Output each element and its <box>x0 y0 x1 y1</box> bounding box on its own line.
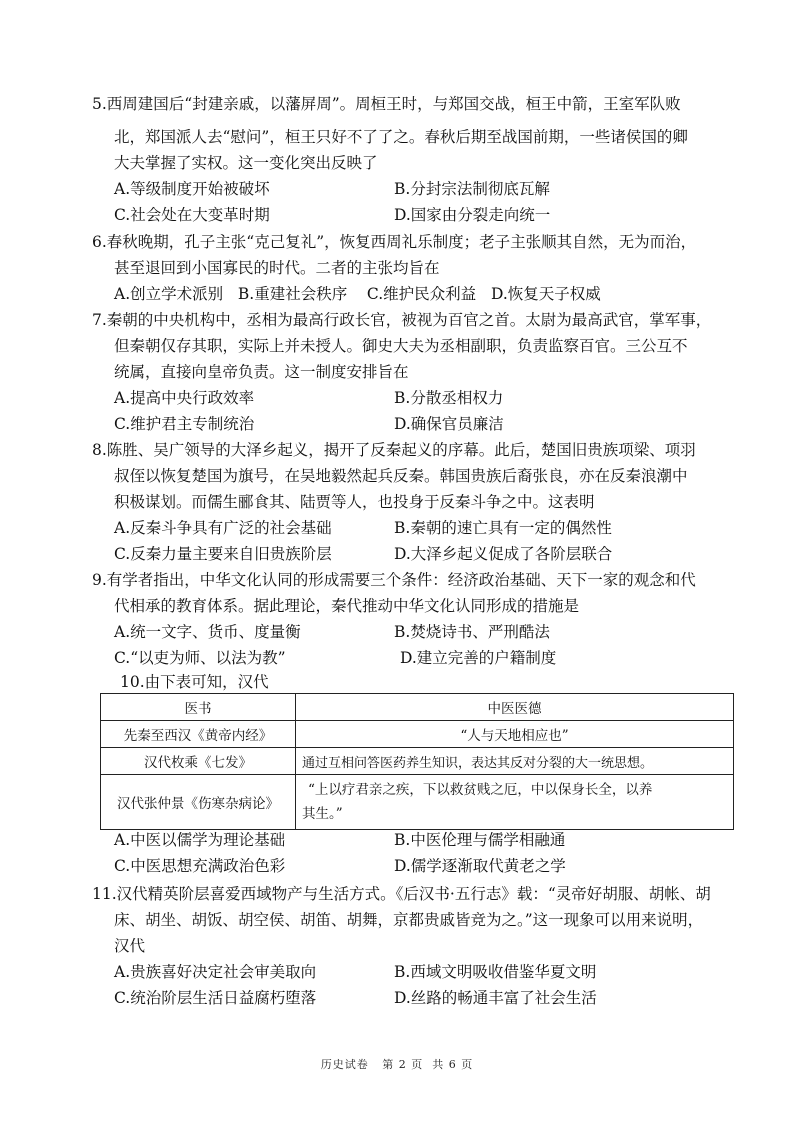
q8-stem-line-3: 积极谋划。而儒生郦食其、陆贾等人，也投身于反秦斗争之中。这表明 <box>114 493 595 511</box>
q11-option-c: C.统治阶层生活日益腐朽堕落 <box>114 989 317 1007</box>
q8-stem-line-2: 叔侄以恢复楚国为旗号，在吴地毅然起兵反秦。韩国贵族后裔张良，亦在反秦浪潮中 <box>114 467 688 485</box>
q5-stem-line-2: 北，郑国派人去“慰问”，桓王只好不了了之。春秋后期至战国前期，一些诸侯国的卿 <box>114 128 688 146</box>
table-cell-book: 先秦至西汉《黄帝内经》 <box>101 721 296 748</box>
q11-stem-line-2: 床、胡坐、胡饭、胡空侯、胡笛、胡舞，京都贵戚皆竞为之。”这一现象可以用来说明， <box>114 911 704 929</box>
q11-stem-line-3: 汉代 <box>114 937 146 955</box>
table-header-row <box>101 694 734 721</box>
q7-option-b: B.分散丞相权力 <box>394 389 504 407</box>
q5-option-c: C.社会处在大变革时期 <box>114 206 270 224</box>
medical-ethics-table <box>100 693 734 830</box>
table-cell-ethic: “人与天地相应也” <box>296 721 734 748</box>
q10-option-a: A.中医以儒学为理论基础 <box>114 831 286 849</box>
table-row <box>101 748 734 775</box>
table-header-ethic: 中医医德 <box>296 694 734 721</box>
table-cell-book: 汉代张仲景《伤寒杂病论》 <box>101 775 296 830</box>
q7-option-c: C.维护君主专制统治 <box>114 415 255 433</box>
q9-option-b: B.焚烧诗书、严刑酷法 <box>394 623 550 641</box>
q8-option-a: A.反秦斗争具有广泛的社会基础 <box>114 519 332 537</box>
q8-option-c: C.反秦力量主要来自旧贵族阶层 <box>114 545 332 563</box>
q10-option-d: D.儒学逐渐取代黄老之学 <box>394 857 566 875</box>
q5-stem-line-1: 5.西周建国后“封建亲戚，以藩屏周”。周桓王时，与郑国交战，桓王中箭，王室军队败 <box>92 95 681 113</box>
table-row <box>101 721 734 748</box>
q5-stem-line-3: 大夫掌握了实权。这一变化突出反映了 <box>114 154 378 172</box>
q5-option-a: A.等级制度开始被破坏 <box>114 180 270 198</box>
table-cell-book: 汉代枚乘《七发》 <box>101 748 296 775</box>
q6-stem-line-2: 甚至退回到小国寡民的时代。二者的主张均旨在 <box>114 259 440 277</box>
q11-stem-line-1: 11.汉代精英阶层喜爱西域物产与生活方式。《后汉书·五行志》载：“灵帝好胡服、胡帐、胡 <box>92 885 711 903</box>
table-cell-ethic-line-2: 其生。” <box>302 806 343 822</box>
q7-option-d: D.确保官员廉洁 <box>394 415 504 433</box>
q11-option-a: A.贵族喜好决定社会审美取向 <box>114 963 317 981</box>
q9-stem-line-2: 代相承的教育体系。据此理论，秦代推动中华文化认同形成的措施是 <box>114 597 580 615</box>
q10-option-c: C.中医思想充满政治色彩 <box>114 857 286 875</box>
table-row <box>101 775 734 830</box>
table-header-book: 医书 <box>101 694 296 721</box>
q9-option-a: A.统一文字、货币、度量衡 <box>114 623 301 641</box>
q9-stem-line-1: 9.有学者指出，中华文化认同的形成需要三个条件：经济政治基础、天下一家的观念和代 <box>92 571 696 589</box>
q8-stem-line-1: 8.陈胜、吴广领导的大泽乡起义，揭开了反秦起义的序幕。此后，楚国旧贵族项梁、项羽 <box>92 441 696 459</box>
q10-stem: 10.由下表可知，汉代 <box>120 673 269 691</box>
q11-option-d: D.丝路的畅通丰富了社会生活 <box>394 989 597 1007</box>
table-cell-ethic-line-1: “上以疗君亲之疾，下以救贫贱之厄，中以保身长全，以养 <box>308 782 653 798</box>
q6-stem-line-1: 6.春秋晚期，孔子主张“克己复礼”，恢复西周礼乐制度；老子主张顺其自然，无为而治， <box>92 233 697 251</box>
q8-option-b: B.秦朝的速亡具有一定的偶然性 <box>394 519 612 537</box>
table-cell-ethic <box>296 775 734 830</box>
q5-option-d: D.国家由分裂走向统一 <box>394 206 551 224</box>
q7-stem-line-1: 7.秦朝的中央机构中，丞相为最高行政长官，被视为百官之首。太尉为最高武官，掌军事， <box>92 311 712 329</box>
page-footer: 历史试卷 第 2 页 共 6 页 <box>320 1058 474 1071</box>
q7-stem-line-3: 统属，直接向皇帝负责。这一制度安排旨在 <box>114 363 409 381</box>
q5-option-b: B.分封宗法制彻底瓦解 <box>394 180 550 198</box>
q10-option-b: B.中医伦理与儒学相融通 <box>394 831 566 849</box>
q8-option-d: D.大泽乡起义促成了各阶层联合 <box>394 545 613 563</box>
q11-option-b: B.西域文明吸收借鉴华夏文明 <box>394 963 597 981</box>
q6-options: A.创立学术派别 B.重建社会秩序 C.维护民众利益 D.恢复天子权威 <box>114 285 601 303</box>
q7-option-a: A.提高中央行政效率 <box>114 389 255 407</box>
q9-option-c: C.“以吏为师、以法为教” <box>114 649 286 667</box>
q7-stem-line-2: 但秦朝仅存其职，实际上并未授人。御史大夫为丞相副职，负责监察百官。三公互不 <box>114 337 688 355</box>
table-cell-ethic: 通过互相问答医药养生知识，表达其反对分裂的大一统思想。 <box>296 748 734 775</box>
q9-option-d: D.建立完善的户籍制度 <box>400 649 557 667</box>
